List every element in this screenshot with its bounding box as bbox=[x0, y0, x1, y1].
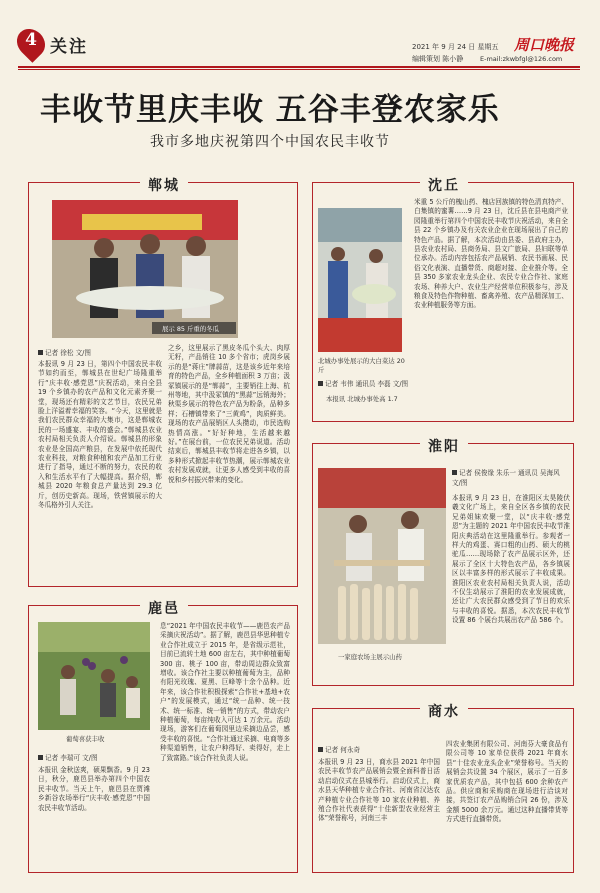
yuncheng-photo bbox=[52, 200, 238, 338]
page-number: 4 bbox=[25, 30, 37, 50]
huaiyang-byline: 记者 侯俊缘 朱乐一 通讯员 吴海风 文/图 bbox=[452, 469, 560, 487]
yuncheng-photo-art bbox=[52, 200, 238, 338]
yuncheng-byline: 记者 徐松 文/图 bbox=[38, 347, 91, 357]
issue-date: 2021 年 9 月 24 日 星期五 bbox=[412, 43, 499, 51]
shangshui-text-col1: 本报讯 9 月 23 日，商水县 2021 年中国农民丰收节农产品展销会暨全面科普日活动启动仪式在县城举行。启动仪式上，商水县天华种植专业合作社、河南省汉达农产种植专业合作社等 10 家农业种植、养殖合作社代表获得“十佳新型农业经营主体”荣誉称号，河南三丰 bbox=[318, 758, 440, 823]
yuncheng-text-col1: 本报讯 9 月 23 日，第四个中国农民丰收节如约而至，郸城县在世纪广场隆重举行“庆丰收·感党恩”庆祝活动，来自全县 19 个乡镇办的农产品和文化元素齐聚一堂，现场还有精彩的文艺节目，农民兄弟脸上洋溢着幸福的笑容。“今天，这里就是我们农民群众幸福的大集市，这是郸城农民的一场盛宴、丰收的盛会。”郸城县农业农村局相关负责人介绍说。郸城县的形象农业是全国高产粮县，在发展中依托现代农业科技，对粮食种植和农产品加工行业进行了指导，通过不断的努力，农民的收入和生活水平有了大幅提高。据介绍，郸城县 2020 年粮食总产量达到 29.3 亿斤，创历史新高。现场，铁营镇展示的大冬瓜格外引人关注。 bbox=[38, 360, 162, 510]
article-yuncheng-tag: 郸城 bbox=[140, 175, 188, 195]
article-shenqiu-tag: 沈丘 bbox=[420, 175, 468, 195]
section-name: 关注 bbox=[50, 37, 88, 57]
header-rule-thin bbox=[18, 69, 580, 70]
huaiyang-text: 本报讯 9 月 23 日，在淮阳区太昊陵伏羲文化广场上，来自全区各乡镇的农民兄弟姐妹欢聚一堂，以“庆丰收·感党恩”为主题的 2021 年中国农民丰收节淮阳庆典活动在这里隆重举行。参观者一样大的鸡蛋、赛口粗的山药、硕大的桃驼瓜……现场除了农产品展示区外，还展示了全区十大特色农产品，各乡镇展区以丰富多样的形式展示了丰收成果。淮阳区农业农村局相关负责人说，活动不仅生动展示了淮阳的农业发展成就，还让广大农民群众感受到了节日的欢乐与丰收的喜悦。据悉，本次农民丰收节设置 86 个展台共展出农产品 586 个。 bbox=[452, 494, 570, 625]
luyi-byline: 记者 李瑞可 文/图 bbox=[38, 752, 98, 762]
huaiyang-photo-caption: 一家庭农场主展示山药 bbox=[338, 653, 402, 661]
article-shangshui-tag: 商水 bbox=[420, 701, 468, 721]
yuncheng-photo-caption: 展示 85 斤重的冬瓜 bbox=[162, 325, 219, 333]
shenqiu-photo-caption: 北城办事处展示的大白菜达 20 斤 bbox=[318, 357, 405, 374]
shenqiu-lead: 本报讯 北城办事处高 1.7 bbox=[326, 395, 398, 403]
shangshui-byline: 记者 何永奇 bbox=[318, 744, 360, 754]
article-luyi-tag: 鹿邑 bbox=[140, 598, 188, 618]
shenqiu-photo-art bbox=[318, 208, 402, 352]
huaiyang-photo-art bbox=[318, 468, 446, 644]
main-headline: 丰收节里庆丰收 五谷丰登农家乐 bbox=[40, 92, 500, 128]
shenqiu-byline: 记者 韦伟 通讯员 李磊 文/图 bbox=[318, 378, 408, 388]
luyi-photo-caption: 葡萄喜获丰收 bbox=[66, 735, 105, 743]
article-huaiyang-tag: 淮阳 bbox=[420, 436, 468, 456]
sub-headline: 我市多地庆祝第四个中国农民丰收节 bbox=[150, 134, 390, 150]
luyi-text-col2: 息“2021 年中国农民丰收节——鹿邑农产品采摘庆祝活动”。据了解，鹿邑县华思种植专业合作社成立于 2015 年，是省级示范社，目前已流转土地 600 亩左右，其中种植葡萄 300 亩、桃子 100 亩，带动周边群众致富增收。该合作社主要以种植葡萄为主，品种有阳光玫瑰、夏黑、巨峰等十余个品种。近年来，该合作社积极探索“合作社+基地+农户”的发展模式，通过“统一品种、统一技术、统一标准、统一销售”的方式，带动农户种植葡萄，每亩纯收入可达 1 万余元。活动现场，游客们在葡萄园里边采摘边品尝，感受丰收的喜悦。“合作社通过采摘、电商等多种渠道销售，让农户种得好、卖得好，走上了致富路。”该合作社负责人说。 bbox=[160, 622, 290, 762]
huaiyang-photo bbox=[318, 468, 446, 644]
shenqiu-photo bbox=[318, 208, 402, 352]
header-rule bbox=[18, 66, 580, 68]
luyi-photo-art bbox=[38, 622, 150, 730]
luyi-photo bbox=[38, 622, 150, 730]
luyi-text-col1: 本报讯 金秋送爽，硕果飘香。9 月 23 日，秋分，鹿邑县举办第四个中国农民丰收节。当天上午，鹿邑县在贾滩乡新谷农场举行“庆丰收·感党恩”中国农民丰收节活动。 bbox=[38, 766, 150, 812]
contact-email: E-mail:zkwbfgl@126.com bbox=[480, 55, 563, 63]
shangshui-text-col2: 四农业集团有限公司、河南芬大豪食品有限公司等 10 家单位获得 2021 年商水县“十佳农业龙头企业”荣誉称号。当天的展销会共设置 34 个展区，展示了一百多家优质农产品，其中包括 600 余种农产品。供应商和采购商在现场进行洽谈对接，共签订农产品购销合同 26 份，涉及金额 5000 余万元。通过这种直播带货等方式进行直播带货。 bbox=[446, 740, 568, 824]
yuncheng-text-col2: 之乡，这里展示了黑皮冬瓜个头大、肉厚无籽，产品销往 10 多个省市；虎岗乡展示的是“蒋庄”牌蒜苗，这是该乡近年来培育的特色产品，全乡种植面积 3 万亩；汲冢镇展示的是“郸蒜”，主要销往上海、杭州等地，其中汲冢镇的“黑蒜”远销海外；秋渠乡展示的特色农产品为粉条，品种多样；石槽镇带来了“三黄鸡”，肉质鲜美。现场的农产品展销区人头攒动，市民选购热情高涨。“好好种地，生活越来越好。”在展台前，一位农民兄弟说道。活动结束后，郸城县丰收节将走进各乡镇，以多种形式掀起丰收节热潮，展示郸城农业农村发展成就，让更多人感受到丰收的喜悦和乡村振兴带来的变化。 bbox=[168, 344, 290, 484]
newspaper-logo: 周口晚报 bbox=[514, 36, 575, 54]
editor-credit: 编辑策划 陈小静 bbox=[412, 55, 464, 63]
shenqiu-text: 米重 5 公斤的槐山药、槐店回族镇的特色清真特产、白集镇的蜜薯……9 月 23 日，沈丘县在县电商产业园隆重举行第四个中国农民丰收节庆祝活动，来自全县 22 个乡镇办及有关农业企业在现场展出了自己的特色产品。据了解，本次活动由县委、县政府主办，县农业农村局、县商务局、县文广旅局、县妇联等单位承办。活动内容包括农产品展销、农民书画展、民俗文化表演、直播带货、商超对接、企业推介等。全县 350 多家农业龙头企业、农民专业合作社、家庭农场、种养大户、农业生产经营单位积极参与，涉及粮食及特色作物种植、畜禽养殖、农产品精深加工、农业种植服务等方面。 bbox=[414, 198, 568, 310]
